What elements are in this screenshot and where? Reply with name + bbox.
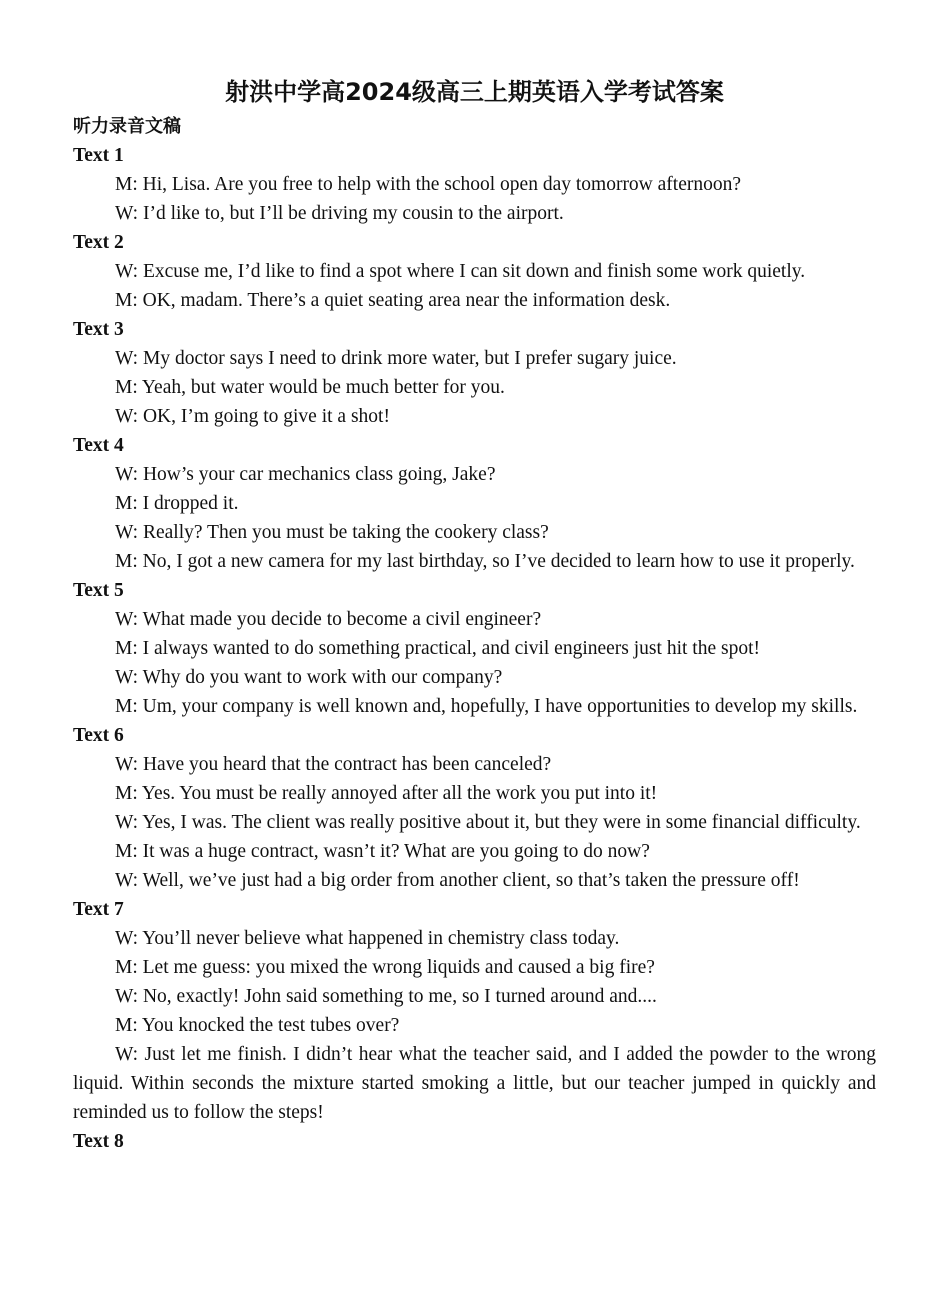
section-heading: Text 2: [73, 232, 124, 253]
section-heading: Text 4: [73, 435, 124, 456]
dialogue-line: W: Yes, I was. The client was really positive about it, but they were in some financial difficulty.: [115, 812, 861, 833]
dialogue-line: M: Yeah, but water would be much better for you.: [115, 377, 505, 398]
dialogue-line: W: Well, we’ve just had a big order from another client, so that’s taken the pressure off!: [115, 870, 800, 891]
transcript-section: [73, 576, 876, 721]
dialogue-line: M: It was a huge contract, wasn’t it? What are you going to do now?: [115, 841, 650, 862]
transcript-section: [73, 895, 876, 1127]
dialogue-line: M: Hi, Lisa. Are you free to help with the school open day tomorrow afternoon?: [115, 174, 742, 195]
dialogue-line: M: Let me guess: you mixed the wrong liquids and caused a big fire?: [115, 957, 655, 978]
section-heading: Text 6: [73, 725, 124, 746]
document-title: 射洪中学高2024级高三上期英语入学考试答案: [225, 78, 724, 106]
dialogue-line: M: Um, your company is well known and, hopefully, I have opportunities to develop my skills.: [115, 696, 858, 717]
document-subtitle: 听力录音文稿: [73, 116, 181, 137]
section-heading: Text 3: [73, 319, 124, 340]
dialogue-line: W: What made you decide to become a civil engineer?: [115, 609, 542, 630]
transcript-section: [73, 315, 876, 431]
dialogue-line: M: No, I got a new camera for my last birthday, so I’ve decided to learn how to use it properly.: [115, 551, 855, 572]
section-heading: Text 1: [73, 145, 124, 166]
transcript-section: [73, 721, 876, 895]
dialogue-line: W: My doctor says I need to drink more water, but I prefer sugary juice.: [115, 348, 677, 369]
dialogue-line: W: OK, I’m going to give it a shot!: [115, 406, 390, 427]
dialogue-line: W: Just let me finish. I didn’t hear what the teacher said, and I added the powder to the wrong liquid. Within seconds the mixture started smoking a little, but our teacher jumped in quickly and reminded us to follow the steps!: [73, 1044, 876, 1123]
section-heading: Text 8: [73, 1131, 124, 1152]
dialogue-line: M: Yes. You must be really annoyed after all the work you put into it!: [115, 783, 658, 804]
dialogue-line: W: No, exactly! John said something to me, so I turned around and....: [115, 986, 657, 1007]
dialogue-line: W: I’d like to, but I’ll be driving my cousin to the airport.: [115, 203, 564, 224]
document-page: [73, 72, 876, 1156]
transcript-sections: [73, 141, 876, 1156]
dialogue-line: M: I always wanted to do something practical, and civil engineers just hit the spot!: [115, 638, 760, 659]
dialogue-line: M: OK, madam. There’s a quiet seating area near the information desk.: [115, 290, 671, 311]
section-heading: Text 5: [73, 580, 124, 601]
dialogue-line: W: How’s your car mechanics class going, Jake?: [115, 464, 496, 485]
transcript-section: [73, 1127, 876, 1156]
dialogue-line: W: Excuse me, I’d like to find a spot where I can sit down and finish some work quietly.: [115, 261, 806, 282]
transcript-section: [73, 228, 876, 315]
transcript-section: [73, 141, 876, 228]
transcript-section: [73, 431, 876, 576]
dialogue-line: W: You’ll never believe what happened in chemistry class today.: [115, 928, 620, 949]
dialogue-line: M: You knocked the test tubes over?: [115, 1015, 400, 1036]
dialogue-line: W: Really? Then you must be taking the cookery class?: [115, 522, 549, 543]
dialogue-line: M: I dropped it.: [115, 493, 239, 514]
dialogue-line: W: Have you heard that the contract has been canceled?: [115, 754, 552, 775]
dialogue-line: W: Why do you want to work with our company?: [115, 667, 503, 688]
section-heading: Text 7: [73, 899, 124, 920]
